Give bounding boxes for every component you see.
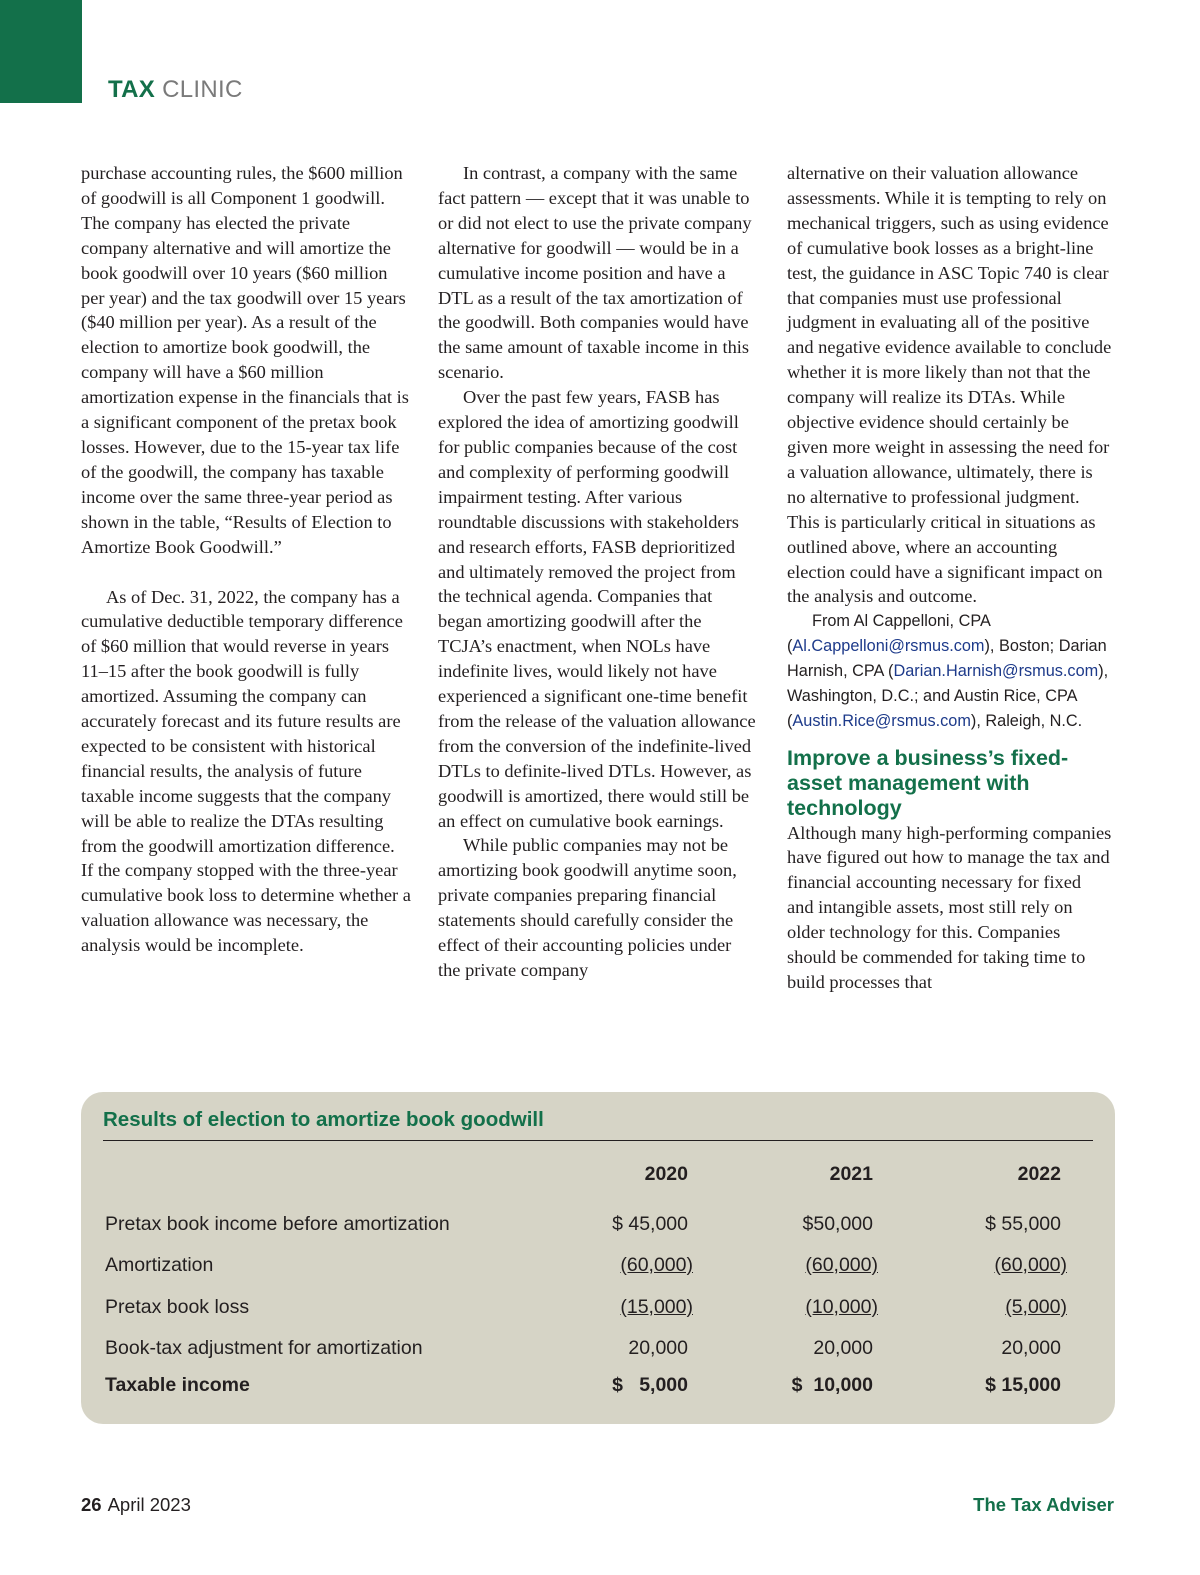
email-link[interactable]: Darian.Harnish@rsmus.com: [893, 662, 1099, 681]
paragraph: Over the past few years, FASB has explored the idea of amortizing goodwill for public companies because of the cost and complexity of performing goodwill impairment testing. After various roundtable discussions with stakeholders and research efforts, FASB deprioritized and ultimately removed the project from the technical agenda. Companies that began amortizing goodwill after the TCJA’s enactment, when NOLs have indefinite lives, would likely not have experienced a significant one-time benefit from the release of the valuation allowance from the conversion of the indefinite-lived DTLs to definite-lived DTLs. However, as goodwill is amortized, there would still be an effect on cumulative book earnings.: [438, 387, 756, 831]
table-rule: [103, 1140, 1093, 1141]
section-header-bold: TAX: [108, 76, 156, 103]
row-label: Book-tax adjustment for amortization: [105, 1337, 423, 1359]
table-cell: $50,000: [802, 1213, 873, 1235]
table-cell: $ 45,000: [612, 1213, 688, 1235]
article-column-2: [438, 161, 758, 983]
table-cell: $ 10,000: [791, 1374, 873, 1396]
page-footer: [81, 1494, 191, 1516]
table-cell: (15,000): [620, 1296, 693, 1318]
table-cell: 20,000: [813, 1337, 873, 1359]
section-header: [108, 76, 243, 104]
table-title: Results of election to amortize book goodwill: [103, 1108, 544, 1131]
paragraph: While public companies may not be amortizing book goodwill anytime soon, private companies preparing financial statements should carefully consider the effect of their accounting policies under the private company: [438, 835, 737, 980]
row-label: Taxable income: [105, 1374, 250, 1396]
article-column-1: [81, 161, 411, 958]
paragraph: As of Dec. 31, 2022, the company has a cumulative deductible temporary difference of $60 million that would reverse in years 11–15 after the book goodwill is fully amortized. Assuming the company can accurately forecast and its future results are expected to be consistent with historical financial results, the analysis of future taxable income suggests that the company will be able to realize the DTAs resulting from the goodwill amortization difference. If the company stopped with the three-year cumulative book loss to determine whether a valuation allowance was necessary, the analysis would be incomplete.: [81, 586, 411, 956]
year-header: 2022: [1017, 1163, 1061, 1185]
paragraph: purchase accounting rules, the $600 million of goodwill is all Component 1 goodwill. The company has elected the private company alternative and will amortize the book goodwill over 10 years ($60 million per year) and the tax goodwill over 15 years ($40 million per year). As a result of the election to amortize book goodwill, the company will have a $60 million amortization expense in the financials that is a significant component of the pretax book losses. However, due to the 15-year tax life of the goodwill, the company has taxable income over the same three-year period as shown in the table, “Results of Election to Amortize Book Goodwill.”: [81, 163, 409, 557]
section-header-light: CLINIC: [162, 76, 243, 103]
article-column-3: [787, 161, 1112, 995]
page-number: 26: [81, 1494, 102, 1515]
table-cell: (60,000): [620, 1254, 693, 1276]
row-label: Pretax book income before amortization: [105, 1213, 450, 1235]
paragraph: Although many high-performing companies have figured out how to manage the tax and financial accounting necessary for fixed and intangible assets, most still rely on older technology for this. Companies should be commended for taking time to build processes that: [787, 822, 1112, 992]
results-table: [81, 1092, 1115, 1424]
section-color-block: [0, 0, 82, 103]
email-link[interactable]: Austin.Rice@rsmus.com: [792, 711, 971, 730]
table-cell: $ 55,000: [985, 1213, 1061, 1235]
year-header: 2020: [644, 1163, 688, 1185]
table-cell: (60,000): [805, 1254, 878, 1276]
section-subhead: Improve a business’s fixed-asset management with technology: [787, 745, 1069, 820]
table-cell: 20,000: [1001, 1337, 1061, 1359]
publication-name: The Tax Adviser: [973, 1494, 1114, 1515]
table-cell: 20,000: [628, 1337, 688, 1359]
row-label: Amortization: [105, 1254, 214, 1276]
author-credits: From Al Cappelloni, CPA (Al.Cappelloni@rsmus.com), Boston; Darian Harnish, CPA (Darian.Harnish@rsmus.com), Washington, D.C.; and Austin Rice, CPA (Austin.Rice@rsmus.com), Raleigh, N.C.: [787, 612, 1109, 730]
table-cell: (10,000): [805, 1296, 878, 1318]
paragraph: alternative on their valuation allowance assessments. While it is tempting to rely on mechanical triggers, such as using evidence of cumulative book losses as a bright-line test, the guidance in ASC Topic 740 is clear that companies must use professional judgment in evaluating all of the positive and negative evidence available to conclude whether it is more likely than not that the company will realize its DTAs. While objective evidence should certainly be given more weight in assessing the need for a valuation allowance, ultimately, there is no alternative to professional judgment. This is particularly critical in situations as outlined above, where an accounting election could have a significant impact on the analysis and outcome.: [787, 163, 1112, 607]
table-cell: (5,000): [1005, 1296, 1067, 1318]
table-cell: (60,000): [994, 1254, 1067, 1276]
issue-date: April 2023: [107, 1494, 191, 1515]
year-header: 2021: [829, 1163, 873, 1185]
table-cell: $ 15,000: [985, 1374, 1061, 1396]
row-label: Pretax book loss: [105, 1296, 250, 1318]
table-cell: $ 5,000: [612, 1374, 688, 1396]
email-link[interactable]: Al.Cappelloni@rsmus.com: [792, 637, 985, 656]
paragraph: In contrast, a company with the same fact pattern — except that it was unable to or did not elect to use the private company alternative for goodwill — would be in a cumulative income position and have a DTL as a result of the tax amortization of the goodwill. Both companies would have the same amount of taxable income in this scenario.: [438, 163, 752, 383]
